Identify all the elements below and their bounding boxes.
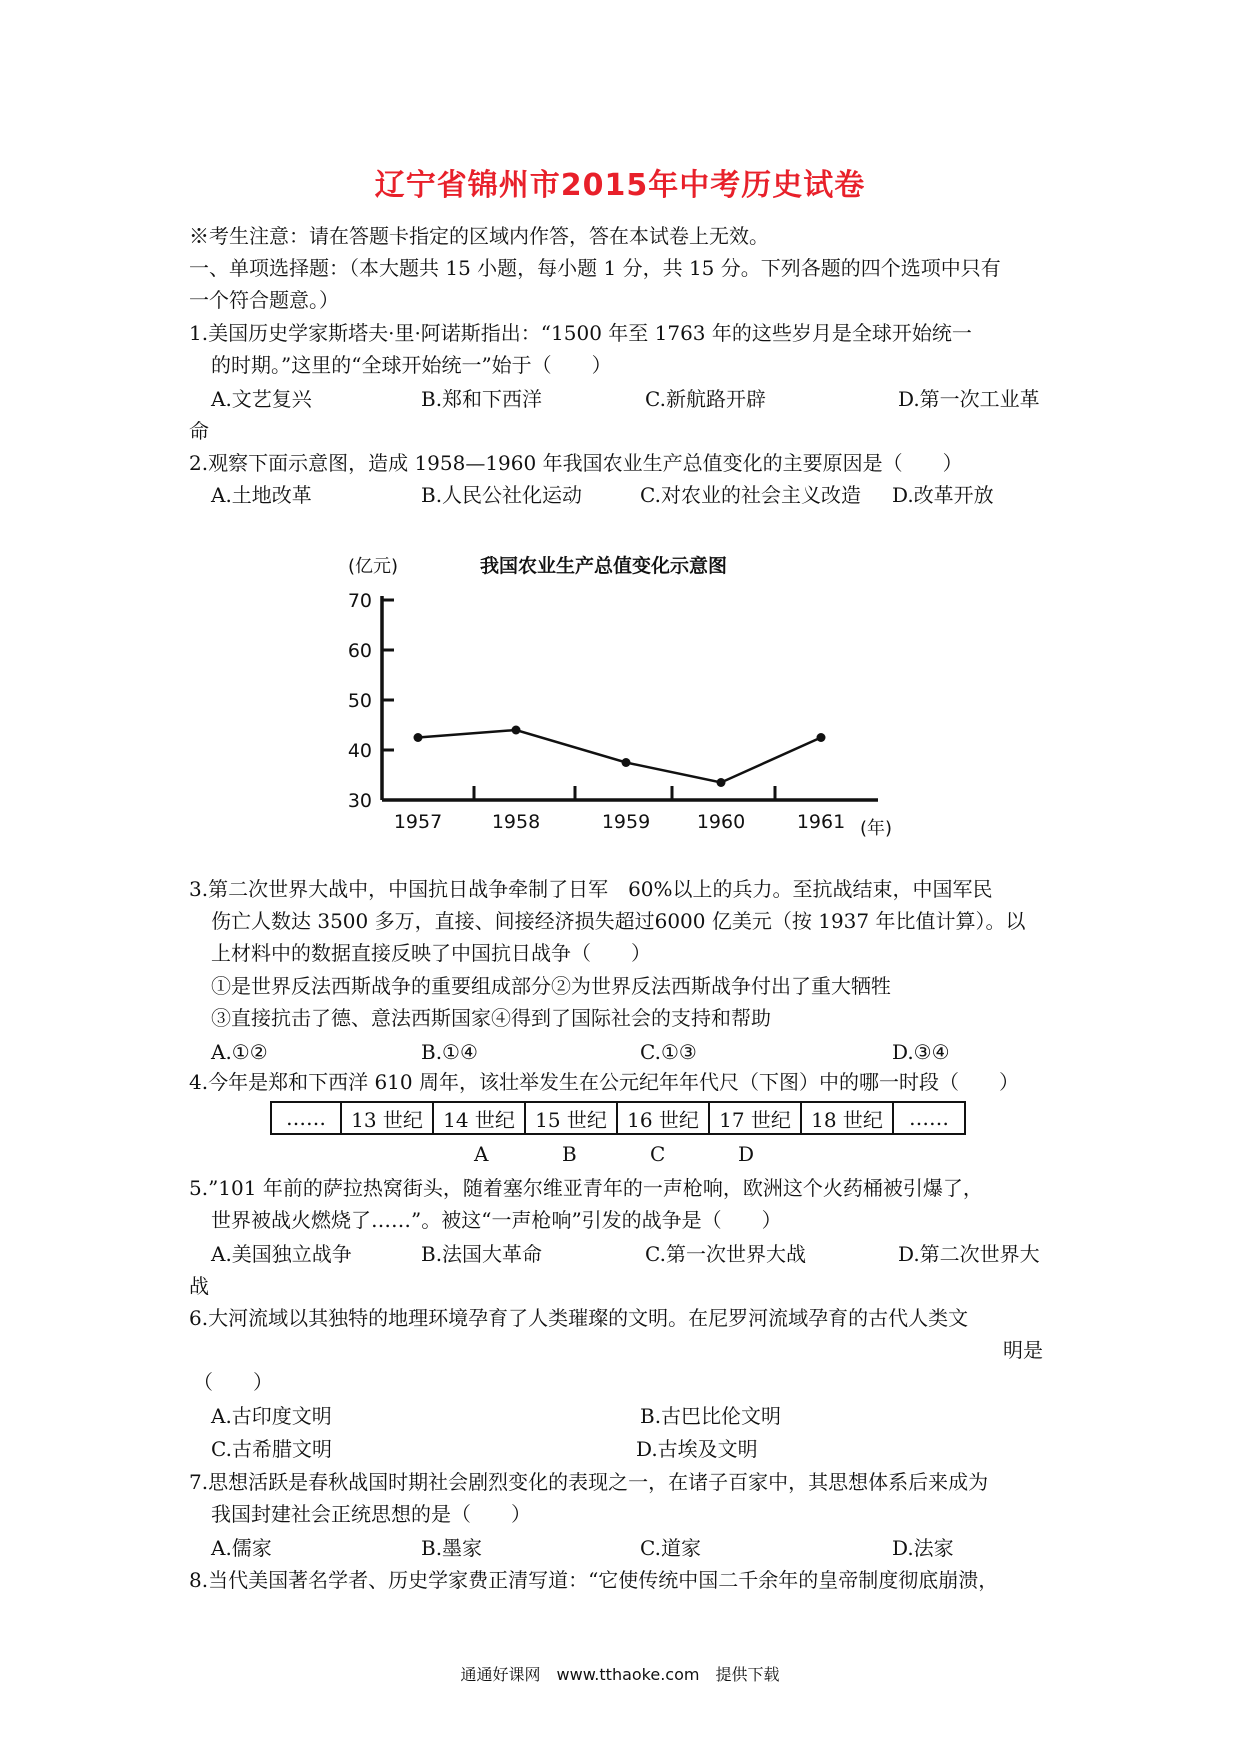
q2-option-c: C.对农业的社会主义改造 [640,483,861,507]
q1-stem-line2: 的时期。”这里的“全球开始统一”始于（ ） [211,353,612,377]
q3-option-a: A.①② [211,1040,268,1064]
timeline-cell-17: 17 世纪 [709,1102,801,1134]
q4-stem: 4.今年是郑和下西洋 610 周年，该壮举发生在公元纪年年代尺（下图）中的哪一时段（ ） [189,1070,1019,1094]
q5-stem-line2: 世界被战火燃烧了……”。被这“一声枪响”引发的战争是（ ） [211,1208,782,1232]
x-tick-label-1958: 1958 [491,811,541,833]
data-point-1960 [717,778,726,787]
q6-option-c: C.古希腊文明 [211,1437,332,1461]
q1-option-c: C.新航路开辟 [645,387,766,411]
q1-option-d-continued: 命 [189,419,209,443]
q5-option-a: A.美国独立战争 [211,1242,352,1266]
q2-option-d: D.改革开放 [892,483,994,507]
timeline-mark-d: D [738,1142,755,1166]
q8-stem-line1: 8.当代美国著名学者、历史学家费正清写道：“它使传统中国二千余年的皇帝制度彻底崩溃， [189,1568,999,1592]
q2-option-b: B.人民公社化运动 [421,483,583,507]
timeline-cell-start: …… [271,1102,341,1134]
q7-option-d: D.法家 [892,1536,954,1560]
timeline-cell-13: 13 世纪 [341,1102,433,1134]
q3-option-c: C.①③ [640,1040,697,1064]
q3-stem-line1: 3.第二次世界大战中，中国抗日战争牵制了日军 60%以上的兵力。至抗战结束，中国军民 [189,877,993,901]
data-point-1959 [622,758,631,767]
q1-option-a: A.文艺复兴 [211,387,312,411]
century-timeline [270,1101,966,1135]
q6-stem-line3: （ ） [193,1370,273,1394]
q5-option-c: C.第一次世界大战 [645,1242,806,1266]
y-axis-unit: (亿元) [348,556,399,577]
timeline-cell-14: 14 世纪 [433,1102,525,1134]
timeline-mark-c: C [650,1142,666,1166]
q5-option-d-continued: 战 [189,1274,209,1298]
y-tick-label-60: 60 [347,640,372,662]
q6-option-b: B.古巴比伦文明 [640,1404,782,1428]
notice-text: ※考生注意：请在答题卡指定的区域内作答，答在本试卷上无效。 [189,224,769,248]
y-tick-label-50: 50 [347,690,372,712]
chart-title: 我国农业生产总值变化示意图 [480,555,728,577]
q1-option-d: D.第一次工业革 [898,387,1040,411]
timeline-cell-18: 18 世纪 [801,1102,893,1134]
x-tick-label-1959: 1959 [601,811,651,833]
series-line [418,730,821,783]
q3-option-d: D.③④ [892,1040,950,1064]
timeline-cell-end: …… [893,1102,965,1134]
q3-stem-line2: 伤亡人数达 3500 多万，直接、间接经济损失超过6000 亿美元（按 1937 年比值计算）。以 [211,909,1026,933]
y-tick-label-40: 40 [347,740,372,762]
section-heading-line2: 一个符合题意。） [189,288,339,312]
q2-option-a: A.土地改革 [211,483,312,507]
q7-option-c: C.道家 [640,1536,701,1560]
q6-option-a: A.古印度文明 [211,1404,332,1428]
q3-option-b: B.①④ [421,1040,478,1064]
page-title: 辽宁省锦州市2015年中考历史试卷 [374,168,866,203]
q6-stem-line2: 明是 [1003,1338,1043,1362]
q5-stem-line1: 5.”101 年前的萨拉热窝街头，随着塞尔维亚青年的一声枪响，欧洲这个火药桶被引爆了， [189,1176,983,1200]
q1-option-b: B.郑和下西洋 [421,387,543,411]
q7-option-b: B.墨家 [421,1536,483,1560]
x-axis-unit: (年) [860,818,893,838]
x-tick-label-1957: 1957 [393,811,443,833]
q7-stem-line2: 我国封建社会正统思想的是（ ） [211,1502,531,1526]
q5-option-b: B.法国大革命 [421,1242,543,1266]
x-tick-label-1961: 1961 [796,811,846,833]
data-point-1957 [414,733,423,742]
timeline-mark-b: B [562,1142,577,1166]
q7-stem-line1: 7.思想活跃是春秋战国时期社会剧烈变化的表现之一，在诸子百家中，其思想体系后来成为 [189,1470,989,1494]
y-tick-label-30: 30 [347,790,372,812]
data-point-1961 [817,733,826,742]
q3-statement-1: ①是世界反法西斯战争的重要组成部分②为世界反法西斯战争付出了重大牺牲 [211,974,891,998]
q2-stem: 2.观察下面示意图，造成 1958—1960 年我国农业生产总值变化的主要原因是（ ） [189,451,963,475]
q6-option-d: D.古埃及文明 [636,1437,758,1461]
q3-statement-2: ③直接抗击了德、意法西斯国家④得到了国际社会的支持和帮助 [211,1006,771,1030]
q7-option-a: A.儒家 [211,1536,272,1560]
q6-stem-line1: 6.大河流域以其独特的地理环境孕育了人类璀璨的文明。在尼罗河流域孕育的古代人类文 [189,1306,969,1330]
x-tick-label-1960: 1960 [696,811,746,833]
agriculture-output-chart [330,548,910,838]
y-tick-label-70: 70 [347,590,372,612]
timeline-mark-a: A [474,1142,489,1166]
q1-stem-line1: 1.美国历史学家斯塔夫·里·阿诺斯指出：“1500 年至 1763 年的这些岁月是全球开始统一 [189,321,972,345]
timeline-cell-15: 15 世纪 [525,1102,617,1134]
footer-credit: 通通好课网 www.tthaoke.com 提供下载 [460,1665,780,1684]
q5-option-d: D.第二次世界大 [898,1242,1040,1266]
data-point-1958 [512,726,521,735]
q3-stem-line3: 上材料中的数据直接反映了中国抗日战争（ ） [211,941,651,965]
timeline-cell-16: 16 世纪 [617,1102,709,1134]
section-heading-line1: 一、单项选择题：（本大题共 15 小题，每小题 1 分，共 15 分。下列各题的四个选项中只有 [189,256,1001,280]
